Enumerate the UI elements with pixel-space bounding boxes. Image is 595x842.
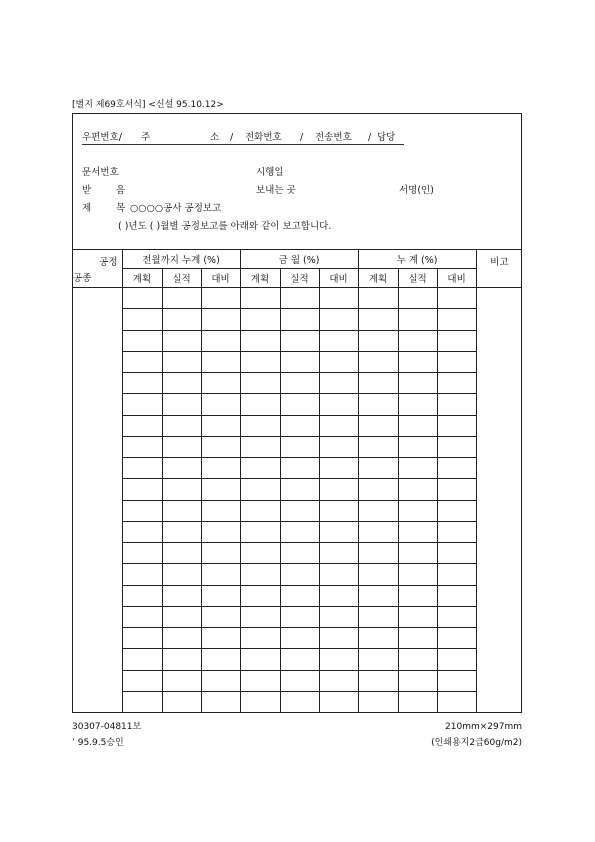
value-cell — [240, 606, 280, 627]
value-cell — [319, 691, 358, 712]
prev-month-cumulative-header: 전월까지 누계 (%) — [122, 250, 240, 269]
value-cell — [437, 415, 476, 436]
table-row — [72, 436, 522, 457]
value-cell — [319, 521, 358, 542]
value-cell — [437, 330, 476, 351]
value-cell — [122, 415, 162, 436]
process-cell — [72, 585, 122, 606]
signature-label: 서명(인) — [399, 185, 434, 196]
value-cell — [398, 628, 437, 649]
value-cell — [358, 521, 398, 542]
value-cell — [162, 521, 201, 542]
table-header-row — [72, 250, 522, 269]
value-cell — [122, 330, 162, 351]
table-row — [72, 373, 522, 394]
value-cell — [201, 649, 240, 670]
process-cell — [72, 436, 122, 457]
value-cell — [162, 394, 201, 415]
value-cell — [240, 585, 280, 606]
doc-number-label: 문서번호 — [82, 167, 119, 178]
process-cell — [72, 309, 122, 330]
process-cell — [72, 373, 122, 394]
postal-code-label: 우편번호/ — [82, 132, 122, 143]
value-cell — [240, 500, 280, 521]
value-cell — [280, 330, 319, 351]
table-row — [72, 521, 522, 542]
value-cell — [358, 479, 398, 500]
value-cell — [358, 373, 398, 394]
paper-spec: (인쇄용지2급60g/m2) — [431, 738, 522, 748]
value-cell — [122, 436, 162, 457]
value-cell — [398, 415, 437, 436]
value-cell — [162, 330, 201, 351]
value-cell — [122, 564, 162, 585]
value-cell — [319, 585, 358, 606]
ratio-header: 대비 — [437, 269, 476, 288]
value-cell — [201, 606, 240, 627]
value-cell — [201, 670, 240, 691]
plan-header: 계획 — [122, 269, 162, 288]
value-cell — [280, 670, 319, 691]
value-cell — [319, 394, 358, 415]
value-cell — [162, 479, 201, 500]
subject-label-a: 제 — [82, 203, 92, 214]
table-row — [72, 415, 522, 436]
process-cell — [72, 458, 122, 479]
table-row — [72, 649, 522, 670]
table-row — [72, 628, 522, 649]
value-cell — [201, 458, 240, 479]
value-cell — [319, 436, 358, 457]
value-cell — [398, 606, 437, 627]
value-cell — [398, 649, 437, 670]
value-cell — [122, 394, 162, 415]
value-cell — [437, 606, 476, 627]
remarks-label: 비고 — [490, 257, 509, 268]
value-cell — [319, 351, 358, 372]
table-row — [72, 585, 522, 606]
value-cell — [319, 500, 358, 521]
separator: / — [368, 132, 372, 143]
value-cell — [201, 394, 240, 415]
actual-header: 실적 — [280, 269, 319, 288]
table-row — [72, 394, 522, 415]
value-cell — [201, 691, 240, 712]
process-cell — [72, 288, 122, 309]
process-cell — [72, 649, 122, 670]
value-cell — [280, 309, 319, 330]
phone-label: 전화번호 — [245, 132, 282, 143]
value-cell — [162, 649, 201, 670]
paper-size: 210mm×297mm — [445, 722, 522, 732]
value-cell — [319, 564, 358, 585]
value-cell — [122, 500, 162, 521]
value-cell — [358, 585, 398, 606]
table-row — [72, 606, 522, 627]
value-cell — [398, 330, 437, 351]
recipient-label-b: 음 — [116, 185, 126, 196]
value-cell — [398, 585, 437, 606]
value-cell — [162, 500, 201, 521]
table-row — [72, 479, 522, 500]
process-cell — [72, 330, 122, 351]
plan-header: 계획 — [240, 269, 280, 288]
value-cell — [240, 394, 280, 415]
report-body-text: ( )년도 ( )월별 공정보고를 아래와 같이 보고합니다. — [118, 221, 332, 232]
value-cell — [398, 521, 437, 542]
table-row — [72, 564, 522, 585]
value-cell — [280, 543, 319, 564]
value-cell — [122, 691, 162, 712]
value-cell — [201, 543, 240, 564]
process-cell — [72, 415, 122, 436]
effective-date-label: 시행일 — [256, 167, 284, 178]
value-cell — [280, 521, 319, 542]
value-cell — [240, 628, 280, 649]
value-cell — [162, 564, 201, 585]
value-cell — [437, 373, 476, 394]
value-cell — [122, 670, 162, 691]
value-cell — [162, 691, 201, 712]
value-cell — [358, 330, 398, 351]
value-cell — [437, 670, 476, 691]
value-cell — [240, 288, 280, 309]
value-cell — [162, 288, 201, 309]
process-cell — [72, 543, 122, 564]
value-cell — [162, 436, 201, 457]
form-label: [별지 제69호서식] <신설 95.10.12> — [72, 100, 224, 110]
value-cell — [358, 415, 398, 436]
value-cell — [122, 373, 162, 394]
value-cell — [122, 288, 162, 309]
value-cell — [437, 479, 476, 500]
table-row — [72, 670, 522, 691]
value-cell — [201, 585, 240, 606]
value-cell — [398, 436, 437, 457]
process-cell — [72, 564, 122, 585]
process-cell — [72, 500, 122, 521]
table-row — [72, 691, 522, 712]
value-cell — [358, 606, 398, 627]
value-cell — [280, 564, 319, 585]
process-cell — [72, 521, 122, 542]
value-cell — [122, 309, 162, 330]
value-cell — [398, 670, 437, 691]
value-cell — [358, 691, 398, 712]
value-cell — [280, 288, 319, 309]
value-cell — [398, 543, 437, 564]
remarks-column — [476, 250, 522, 288]
table-row — [72, 309, 522, 330]
table-body — [72, 288, 522, 713]
subject-text: ○○○○공사 공정보고 — [130, 203, 222, 214]
value-cell — [358, 564, 398, 585]
value-cell — [280, 373, 319, 394]
recipient-label-a: 받 — [82, 185, 92, 196]
value-cell — [201, 521, 240, 542]
value-cell — [358, 500, 398, 521]
doc-code: 30307-04811보 — [72, 722, 142, 732]
value-cell — [398, 479, 437, 500]
value-cell — [201, 330, 240, 351]
value-cell — [201, 564, 240, 585]
value-cell — [240, 521, 280, 542]
value-cell — [319, 670, 358, 691]
value-cell — [240, 458, 280, 479]
value-cell — [280, 691, 319, 712]
value-cell — [240, 649, 280, 670]
value-cell — [280, 606, 319, 627]
value-cell — [122, 649, 162, 670]
value-cell — [437, 585, 476, 606]
approval-note: ’ 95.9.5승인 — [72, 738, 124, 748]
value-cell — [201, 500, 240, 521]
value-cell — [162, 585, 201, 606]
value-cell — [319, 543, 358, 564]
value-cell — [437, 564, 476, 585]
value-cell — [280, 394, 319, 415]
value-cell — [358, 458, 398, 479]
value-cell — [437, 309, 476, 330]
value-cell — [240, 479, 280, 500]
value-cell — [240, 330, 280, 351]
value-cell — [162, 543, 201, 564]
value-cell — [280, 436, 319, 457]
value-cell — [398, 288, 437, 309]
address-label-b: 소 — [210, 132, 220, 143]
value-cell — [280, 415, 319, 436]
value-cell — [122, 628, 162, 649]
value-cell — [280, 500, 319, 521]
value-cell — [358, 670, 398, 691]
value-cell — [122, 585, 162, 606]
value-cell — [122, 458, 162, 479]
separator: / — [230, 132, 234, 143]
value-cell — [162, 670, 201, 691]
value-cell — [319, 415, 358, 436]
table-row — [72, 500, 522, 521]
ratio-header: 대비 — [201, 269, 240, 288]
value-cell — [437, 351, 476, 372]
value-cell — [437, 543, 476, 564]
actual-header: 실적 — [162, 269, 201, 288]
fax-label: 전송번호 — [315, 132, 352, 143]
value-cell — [398, 373, 437, 394]
process-label: 공정 — [99, 257, 118, 268]
value-cell — [358, 649, 398, 670]
process-cell — [72, 670, 122, 691]
process-cell — [72, 628, 122, 649]
value-cell — [240, 564, 280, 585]
value-cell — [358, 309, 398, 330]
process-cell — [72, 606, 122, 627]
value-cell — [319, 606, 358, 627]
value-cell — [280, 649, 319, 670]
value-cell — [240, 415, 280, 436]
sender-label: 보내는 곳 — [256, 185, 296, 196]
actual-header: 실적 — [398, 269, 437, 288]
value-cell — [437, 500, 476, 521]
value-cell — [122, 521, 162, 542]
value-cell — [280, 458, 319, 479]
ratio-header: 대비 — [319, 269, 358, 288]
value-cell — [201, 436, 240, 457]
value-cell — [437, 649, 476, 670]
value-cell — [280, 628, 319, 649]
table-row — [72, 288, 522, 309]
subject-label-b: 목 — [116, 203, 126, 214]
value-cell — [162, 309, 201, 330]
value-cell — [398, 394, 437, 415]
value-cell — [358, 288, 398, 309]
value-cell — [240, 691, 280, 712]
value-cell — [162, 415, 201, 436]
value-cell — [280, 351, 319, 372]
value-cell — [201, 373, 240, 394]
value-cell — [437, 436, 476, 457]
value-cell — [201, 351, 240, 372]
table-row — [72, 543, 522, 564]
this-month-header: 금 월 (%) — [240, 250, 358, 269]
table-row — [72, 458, 522, 479]
value-cell — [398, 309, 437, 330]
table-row — [72, 351, 522, 372]
value-cell — [398, 691, 437, 712]
value-cell — [280, 479, 319, 500]
value-cell — [280, 585, 319, 606]
value-cell — [398, 458, 437, 479]
value-cell — [201, 479, 240, 500]
value-cell — [122, 543, 162, 564]
value-cell — [319, 649, 358, 670]
plan-header: 계획 — [358, 269, 398, 288]
process-type-header — [72, 250, 122, 288]
value-cell — [358, 436, 398, 457]
value-cell — [319, 330, 358, 351]
value-cell — [437, 691, 476, 712]
value-cell — [319, 458, 358, 479]
value-cell — [162, 351, 201, 372]
value-cell — [358, 628, 398, 649]
value-cell — [162, 606, 201, 627]
address-label-a: 주 — [141, 132, 151, 143]
value-cell — [319, 628, 358, 649]
process-cell — [72, 691, 122, 712]
type-label: 공종 — [73, 273, 92, 284]
value-cell — [319, 309, 358, 330]
value-cell — [201, 309, 240, 330]
value-cell — [201, 628, 240, 649]
table-row — [72, 330, 522, 351]
value-cell — [358, 543, 398, 564]
value-cell — [398, 351, 437, 372]
manager-label: 담당 — [377, 132, 396, 143]
value-cell — [240, 309, 280, 330]
value-cell — [122, 479, 162, 500]
address-underline — [82, 144, 404, 145]
progress-table — [72, 249, 522, 713]
value-cell — [122, 606, 162, 627]
value-cell — [201, 415, 240, 436]
process-cell — [72, 479, 122, 500]
value-cell — [319, 479, 358, 500]
value-cell — [162, 628, 201, 649]
value-cell — [240, 670, 280, 691]
process-cell — [72, 394, 122, 415]
value-cell — [240, 436, 280, 457]
value-cell — [240, 351, 280, 372]
value-cell — [319, 373, 358, 394]
value-cell — [201, 288, 240, 309]
value-cell — [162, 373, 201, 394]
process-cell — [72, 351, 122, 372]
value-cell — [437, 521, 476, 542]
value-cell — [162, 458, 201, 479]
value-cell — [319, 288, 358, 309]
value-cell — [398, 500, 437, 521]
value-cell — [358, 394, 398, 415]
separator: / — [300, 132, 304, 143]
cumulative-header: 누 계 (%) — [358, 250, 476, 269]
value-cell — [358, 351, 398, 372]
value-cell — [437, 394, 476, 415]
value-cell — [398, 564, 437, 585]
value-cell — [437, 288, 476, 309]
value-cell — [240, 373, 280, 394]
value-cell — [240, 543, 280, 564]
value-cell — [437, 628, 476, 649]
table-subheader-row — [72, 269, 522, 288]
value-cell — [122, 351, 162, 372]
value-cell — [437, 458, 476, 479]
